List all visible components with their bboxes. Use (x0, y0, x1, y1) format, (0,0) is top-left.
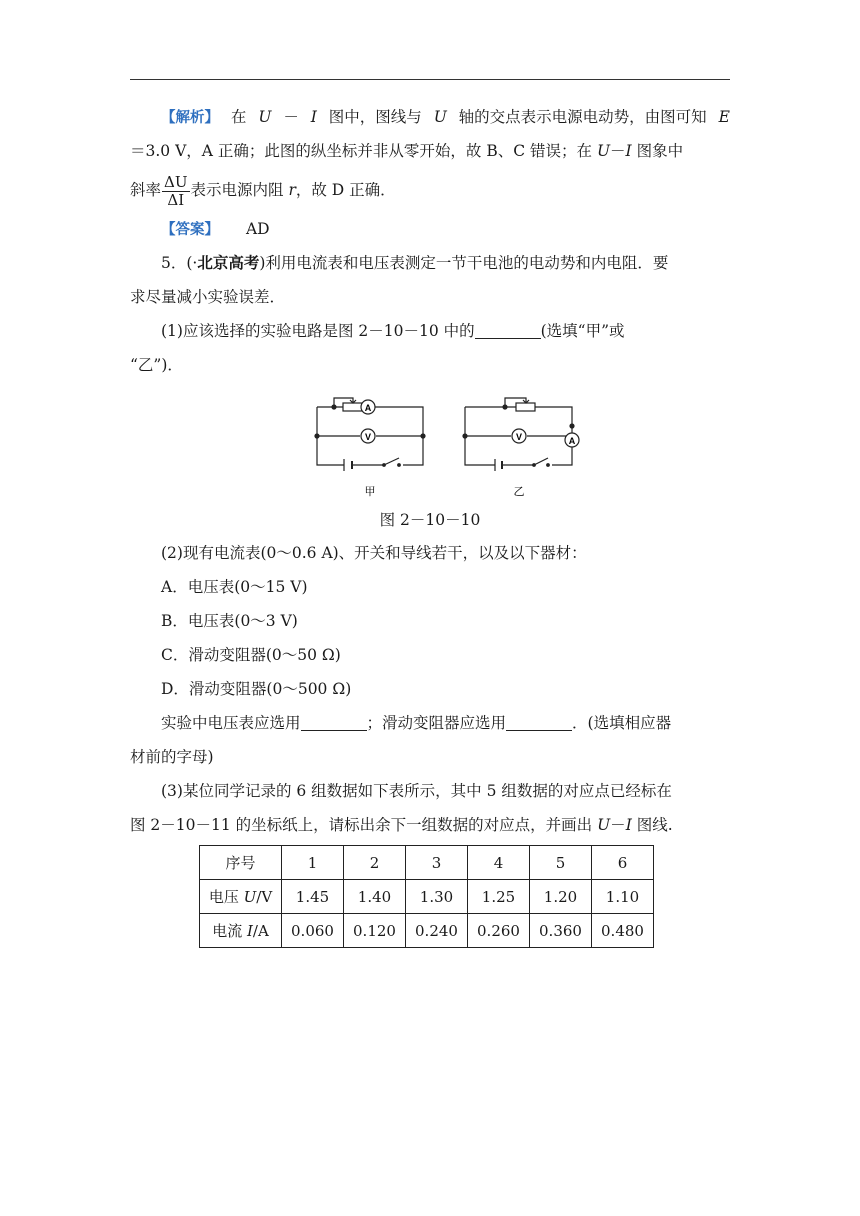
voltmeter-right-label: V (515, 432, 523, 442)
answer-value: AD (245, 220, 270, 238)
table-header-label: 序号 (200, 846, 282, 880)
circuit-figure (300, 390, 600, 510)
analysis-line-1: 【解析】 在 U － I 图中，图线与 U 轴的交点表示电源电动势，由图可知 E (161, 108, 730, 126)
header-rule (130, 79, 730, 80)
answer-line (130, 212, 730, 246)
table-row-current (200, 914, 654, 948)
part3-line-2: 图 2－10－11 的坐标纸上，请标出余下一组数据的对应点，并画出 U－I 图线. (130, 816, 673, 834)
part1-line-2: “乙”)． (130, 356, 183, 374)
answer-blank-2[interactable] (301, 714, 367, 731)
table-cell: 0.360 (530, 914, 592, 948)
table-cell: 4 (468, 846, 530, 880)
data-table (199, 845, 654, 948)
table-cell: 0.060 (282, 914, 344, 948)
table-cell: 1.30 (406, 880, 468, 914)
table-cell: 1.20 (530, 880, 592, 914)
slope-fraction: $\frac{\Delta U}{\Delta I}$ (164, 173, 188, 209)
option-d: D．滑动变阻器(0～500 Ω) (161, 680, 352, 698)
analysis-tag: 【解析】 (161, 110, 219, 126)
figure-caption: 图 2－10－10 (379, 511, 481, 529)
table-cell: 1.40 (344, 880, 406, 914)
part1-line-1: (1)应该选择的实验电路是图 2－10－10 中的 (选填“甲”或 (161, 322, 625, 340)
table-row-voltage (200, 880, 654, 914)
table-row-header (200, 846, 654, 880)
circuit-left-label: 甲 (364, 485, 376, 498)
question-stem-1: 5．(·北京高考)利用电流表和电压表测定一节干电池的电动势和内电阻．要 (161, 254, 669, 272)
table-cell: 5 (530, 846, 592, 880)
table-cell: 0.480 (592, 914, 654, 948)
table-cell: 1.45 (282, 880, 344, 914)
table-cell: 0.260 (468, 914, 530, 948)
circuit-right-label: 乙 (513, 485, 525, 498)
voltmeter-left-label: V (364, 432, 372, 442)
option-b: B．电压表(0～3 V) (161, 612, 298, 630)
question-source: 北京高考 (197, 254, 260, 272)
answer-tag: 【答案】 (161, 222, 219, 238)
option-a: A．电压表(0～15 V) (161, 578, 308, 596)
table-cell: 2 (344, 846, 406, 880)
part2-line-1: 实验中电压表应选用 ；滑动变阻器应选用 ．(选填相应器 (161, 714, 672, 732)
table-cell: 3 (406, 846, 468, 880)
ammeter-left-label: A (364, 403, 372, 413)
analysis-section (130, 100, 730, 382)
question-parts (130, 536, 730, 842)
option-c: C．滑动变阻器(0～50 Ω) (161, 646, 341, 664)
question-stem-2: 求尽量减小实验误差． (130, 288, 286, 306)
ammeter-right-label: A (568, 436, 576, 446)
analysis-line-3: 斜率 $\frac{\Delta U}{\Delta I}$ 表示电源内阻 r，故 D 正确． (130, 173, 396, 209)
answer-blank-1[interactable] (475, 322, 541, 339)
part2-intro: (2)现有电流表(0～0.6 A)、开关和导线若干，以及以下器材： (161, 544, 587, 562)
table-cell: 0.240 (406, 914, 468, 948)
table-voltage-label: 电压 U/V (200, 880, 282, 914)
table-cell: 6 (592, 846, 654, 880)
part2-line-2: 材前的字母) (130, 748, 214, 766)
table-cell: 1 (282, 846, 344, 880)
table-cell: 1.25 (468, 880, 530, 914)
table-current-label: 电流 I/A (200, 914, 282, 948)
part3-line-1: (3)某位同学记录的 6 组数据如下表所示，其中 5 组数据的对应点已经标在 (161, 782, 672, 800)
answer-blank-3[interactable] (506, 714, 572, 731)
table-cell: 0.120 (344, 914, 406, 948)
analysis-line-2: ＝3.0 V，A 正确；此图的纵坐标并非从零开始，故 B、C 错误；在 U－I 图象中 (130, 142, 684, 160)
table-cell: 1.10 (592, 880, 654, 914)
